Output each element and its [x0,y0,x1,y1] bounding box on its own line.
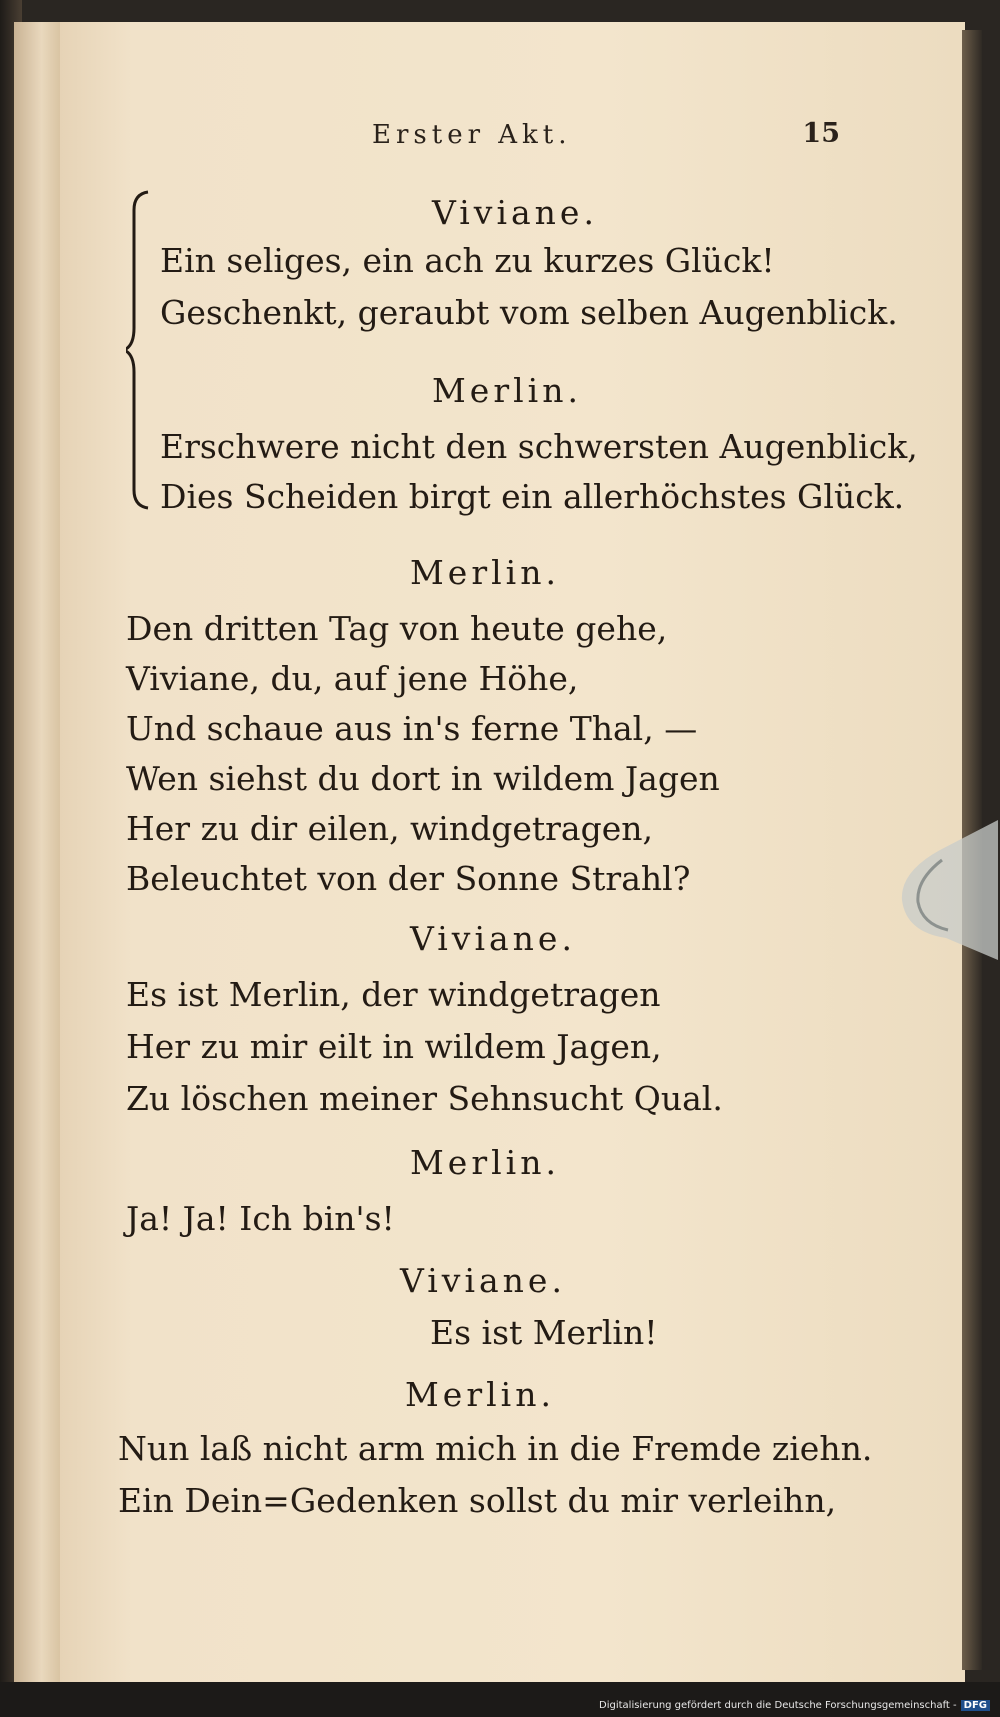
facing-page-edge [14,22,61,1682]
verse-line: Und schaue aus in's ferne Thal, — [126,709,698,748]
duet-brace [126,190,156,510]
page-header [372,118,852,158]
verse-line: Ein seliges, ein ach zu kurzes Glück! [160,241,775,280]
verse-line: Her zu dir eilen, windgetragen, [126,809,653,848]
verse-line: Den dritten Tag von heute gehe, [126,609,668,648]
verse-line: Geschenkt, geraubt vom selben Augenblick. [160,293,898,332]
verse-line: Erschwere nicht den schwersten Augenblick, [160,427,918,466]
speaker-name: Viviane. [400,1261,566,1300]
speaker-name: Viviane. [432,193,598,232]
digitization-credit [599,1700,990,1711]
verse-line: Zu löschen meiner Sehnsucht Qual. [126,1079,723,1118]
running-head: Erster Akt. [372,120,572,150]
speaker-name: Merlin. [410,1143,560,1182]
verse-line: Viviane, du, auf jene Höhe, [126,659,579,698]
speaker-name: Merlin. [405,1375,555,1414]
speaker-name: Viviane. [410,919,576,958]
speaker-name: Merlin. [410,553,560,592]
dfg-logo: DFG [961,1700,990,1711]
verse-line: Ein Dein=Gedenken sollst du mir verleihn, [118,1481,837,1520]
speaker-name: Merlin. [432,371,582,410]
verse-line: Ja! Ja! Ich bin's! [126,1199,395,1238]
page-clip [898,820,998,960]
verse-line: Es ist Merlin, der windgetragen [126,975,661,1014]
verse-line: Nun laß nicht arm mich in die Fremde ziehn. [118,1429,873,1468]
verse-line: Dies Scheiden birgt ein allerhöchstes Glück. [160,477,905,516]
digitization-credit-text: Digitalisierung gefördert durch die Deutsche Forschungsgemeinschaft - [599,1700,957,1711]
verse-line: Beleuchtet von der Sonne Strahl? [126,859,691,898]
verse-line: Wen siehst du dort in wildem Jagen [126,759,720,798]
page-number: 15 [802,118,840,149]
verse-line: Her zu mir eilt in wildem Jagen, [126,1027,662,1066]
verse-line: Es ist Merlin! [430,1313,658,1352]
